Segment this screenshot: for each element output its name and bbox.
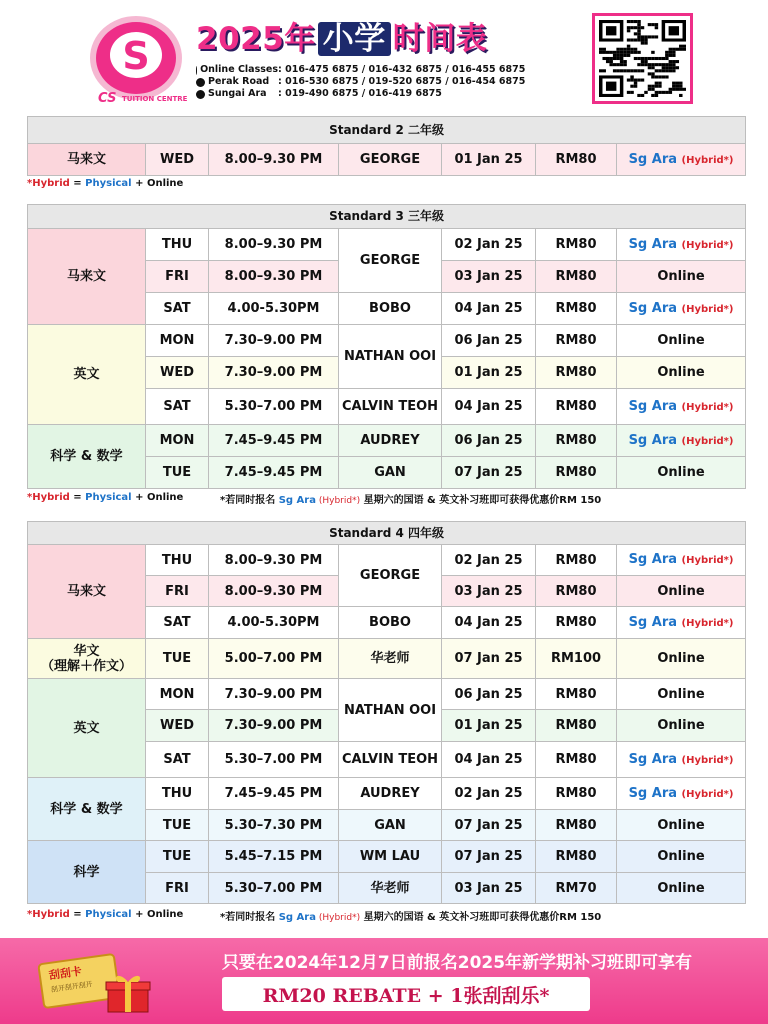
day-cell: THU [146, 778, 209, 810]
logo-text: TUITION CENTRE [122, 95, 188, 103]
time-cell: 8.00–9.30 PM [209, 545, 339, 576]
time-cell: 5.30–7.30 PM [209, 810, 339, 841]
location-cell: Sg Ara (Hybrid*) [617, 229, 746, 261]
time-cell: 5.30–7.00 PM [209, 873, 339, 904]
day-cell: TUE [146, 639, 209, 679]
day-cell: MON [146, 425, 209, 457]
date-cell: 01 Jan 25 [442, 710, 536, 742]
date-cell: 04 Jan 25 [442, 607, 536, 639]
teacher-cell: GEORGE [339, 229, 442, 293]
day-cell: SAT [146, 742, 209, 778]
header [0, 0, 768, 112]
day-cell: TUE [146, 810, 209, 841]
location-cell [617, 144, 746, 176]
time-cell: 7.30–9.00 PM [209, 357, 339, 389]
fee-cell: RM80 [536, 261, 617, 293]
teacher-cell: GEORGE [339, 144, 442, 176]
location-cell: Sg Ara (Hybrid*) [617, 607, 746, 639]
time-cell: 7.30–9.00 PM [209, 710, 339, 742]
time-cell: 4.00-5.30PM [209, 293, 339, 325]
fee-cell: RM80 [536, 144, 617, 176]
contact-label: Perak Road [208, 76, 270, 87]
location-cell: Online [617, 639, 746, 679]
subject-cell: 英文 [28, 679, 146, 778]
date-cell: 02 Jan 25 [442, 229, 536, 261]
teacher-cell: CALVIN TEOH [339, 742, 442, 778]
date-cell: 07 Jan 25 [442, 639, 536, 679]
fee-cell: RM80 [536, 841, 617, 873]
date-cell: 03 Jan 25 [442, 576, 536, 607]
subject-cell: 华文 （理解＋作文） [28, 639, 146, 679]
date-cell: 06 Jan 25 [442, 325, 536, 357]
time-cell: 7.30–9.00 PM [209, 679, 339, 710]
time-cell: 8.00–9.30 PM [209, 229, 339, 261]
time-cell: 8.00–9.30 PM [209, 261, 339, 293]
teacher-cell: BOBO [339, 293, 442, 325]
time-cell: 7.45–9.45 PM [209, 457, 339, 489]
contact-row [196, 76, 525, 88]
fee-cell: RM80 [536, 810, 617, 841]
time-cell: 8.00–9.30 PM [209, 576, 339, 607]
teacher-cell: NATHAN OOI [339, 679, 442, 742]
date-cell: 01 Jan 25 [442, 144, 536, 176]
location-icon [196, 66, 197, 75]
contact-row [196, 88, 525, 100]
date-cell: 03 Jan 25 [442, 261, 536, 293]
fee-cell: RM80 [536, 679, 617, 710]
fee-cell: RM100 [536, 639, 617, 679]
fee-cell: RM70 [536, 873, 617, 904]
time-cell: 5.30–7.00 PM [209, 389, 339, 425]
subject-cell: 科学 & 数学 [28, 778, 146, 841]
location-cell: Online [617, 261, 746, 293]
time-cell: 7.45–9.45 PM [209, 425, 339, 457]
day-cell: SAT [146, 293, 209, 325]
date-cell: 07 Jan 25 [442, 457, 536, 489]
location-cell: Online [617, 873, 746, 904]
location-cell: Online [617, 679, 746, 710]
fee-cell: RM80 [536, 357, 617, 389]
time-cell: 5.00–7.00 PM [209, 639, 339, 679]
teacher-cell: GAN [339, 810, 442, 841]
promo-note: *若同时报名 Sg Ara (Hybrid*) 星期六的国语 & 英文补习班即可获得优惠价RM 150 [220, 495, 602, 506]
time-cell: 4.00-5.30PM [209, 607, 339, 639]
day-cell: MON [146, 679, 209, 710]
date-cell: 07 Jan 25 [442, 810, 536, 841]
teacher-cell: GEORGE [339, 545, 442, 607]
fee-cell: RM80 [536, 545, 617, 576]
fee-cell: RM80 [536, 576, 617, 607]
teacher-cell: 华老师 [339, 873, 442, 904]
location-cell: Online [617, 710, 746, 742]
date-cell: 04 Jan 25 [442, 293, 536, 325]
qr-code-icon [599, 20, 686, 97]
logo-letter: S [122, 34, 150, 78]
teacher-cell: WM LAU [339, 841, 442, 873]
rebate-text: RM20 REBATE + 1张刮刮乐* [262, 984, 550, 1007]
location-cell: Sg Ara (Hybrid*) [617, 545, 746, 576]
title-year: 2025年 [196, 21, 316, 57]
legend-note: *Hybrid = Physical + Online [27, 492, 184, 503]
location-cell: Sg Ara (Hybrid*) [617, 389, 746, 425]
day-cell: FRI [146, 576, 209, 607]
date-cell: 07 Jan 25 [442, 841, 536, 873]
gift-box-icon [104, 972, 152, 1014]
contact-row [196, 64, 525, 76]
date-cell: 04 Jan 25 [442, 389, 536, 425]
teacher-cell: NATHAN OOI [339, 325, 442, 389]
location-cell: Online [617, 810, 746, 841]
teacher-cell: AUDREY [339, 425, 442, 457]
promo-note: *若同时报名 Sg Ara (Hybrid*) 星期六的国语 & 英文补习班即可获得优惠价RM 150 [220, 912, 602, 923]
day-cell: WED [146, 144, 209, 176]
date-cell: 06 Jan 25 [442, 425, 536, 457]
fee-cell: RM80 [536, 425, 617, 457]
day-cell: THU [146, 229, 209, 261]
section-title: Standard 3 三年级 [28, 205, 746, 229]
fee-cell: RM80 [536, 325, 617, 357]
contact-list [196, 64, 525, 100]
day-cell: SAT [146, 389, 209, 425]
rebate-box [222, 977, 590, 1011]
location-cell: Online [617, 357, 746, 389]
time-cell: 5.30–7.00 PM [209, 742, 339, 778]
date-cell: 06 Jan 25 [442, 679, 536, 710]
location-cell: Sg Ara (Hybrid*) [617, 425, 746, 457]
page-title [196, 22, 487, 56]
legend-note: *Hybrid = Physical + Online [27, 909, 184, 920]
title-mid: 小学 [318, 22, 391, 56]
contact-numbers: : 016-475 6875 / 016-432 6875 / 016-455 6875 [278, 64, 526, 75]
fee-cell: RM80 [536, 457, 617, 489]
day-cell: THU [146, 545, 209, 576]
teacher-cell: AUDREY [339, 778, 442, 810]
standard-4-table [27, 521, 746, 904]
fee-cell: RM80 [536, 742, 617, 778]
location-text: Sg Ara [628, 151, 678, 167]
contact-numbers: : 019-490 6875 / 016-419 6875 [278, 88, 442, 99]
qr-code[interactable] [592, 13, 693, 104]
time-cell: 8.00–9.30 PM [209, 144, 339, 176]
time-cell: 5.45–7.15 PM [209, 841, 339, 873]
cs-tuition-logo [84, 12, 188, 106]
date-cell: 04 Jan 25 [442, 742, 536, 778]
day-cell: WED [146, 357, 209, 389]
card-sub: 刮开刮开刮开 [50, 980, 94, 994]
location-cell: Sg Ara (Hybrid*) [617, 742, 746, 778]
location-cell: Online [617, 325, 746, 357]
date-cell: 02 Jan 25 [442, 545, 536, 576]
day-cell: MON [146, 325, 209, 357]
day-cell: FRI [146, 261, 209, 293]
teacher-cell: CALVIN TEOH [339, 389, 442, 425]
location-icon [196, 90, 205, 99]
contact-label: Online Classes [200, 64, 278, 75]
card-title: 刮刮卡 [48, 964, 83, 983]
fee-cell: RM80 [536, 293, 617, 325]
location-cell: Sg Ara (Hybrid*) [617, 293, 746, 325]
fee-cell: RM80 [536, 607, 617, 639]
day-cell: TUE [146, 841, 209, 873]
subject-cell: 英文 [28, 325, 146, 425]
location-icon [196, 78, 205, 87]
day-cell: TUE [146, 457, 209, 489]
date-cell: 01 Jan 25 [442, 357, 536, 389]
day-cell: SAT [146, 607, 209, 639]
location-cell: Online [617, 576, 746, 607]
date-cell: 03 Jan 25 [442, 873, 536, 904]
legend-note: *Hybrid = Physical + Online [27, 178, 184, 189]
time-cell: 7.30–9.00 PM [209, 325, 339, 357]
section-title: Standard 4 四年级 [28, 522, 746, 545]
fee-cell: RM80 [536, 229, 617, 261]
location-cell: Sg Ara (Hybrid*) [617, 778, 746, 810]
fee-cell: RM80 [536, 710, 617, 742]
subject-cell: 马来文 [28, 545, 146, 639]
day-cell: FRI [146, 873, 209, 904]
subject-cell: 科学 & 数学 [28, 425, 146, 489]
teacher-cell: BOBO [339, 607, 442, 639]
subject-cell: 马来文 [28, 229, 146, 325]
standard-2-table [27, 116, 746, 176]
day-cell: WED [146, 710, 209, 742]
subject-cell: 马来文 [28, 144, 146, 176]
contact-label: Sungai Ara [208, 88, 267, 99]
standard-3-table [27, 204, 746, 489]
fee-cell: RM80 [536, 778, 617, 810]
fee-cell: RM80 [536, 389, 617, 425]
banner-headline: 只要在2024年12月7日前报名2025年新学期补习班即可享有 [221, 953, 693, 973]
subject-cell: 科学 [28, 841, 146, 904]
section-title: Standard 2 二年级 [28, 117, 746, 144]
location-cell: Online [617, 457, 746, 489]
hybrid-mark: (Hybrid*) [681, 154, 734, 166]
date-cell: 02 Jan 25 [442, 778, 536, 810]
time-cell: 7.45–9.45 PM [209, 778, 339, 810]
logo-brand: CS [98, 91, 117, 106]
teacher-cell: GAN [339, 457, 442, 489]
title-end: 时间表 [392, 21, 488, 57]
location-cell: Online [617, 841, 746, 873]
teacher-cell: 华老师 [339, 639, 442, 679]
contact-numbers: : 016-530 6875 / 019-520 6875 / 016-454 6875 [278, 76, 526, 87]
